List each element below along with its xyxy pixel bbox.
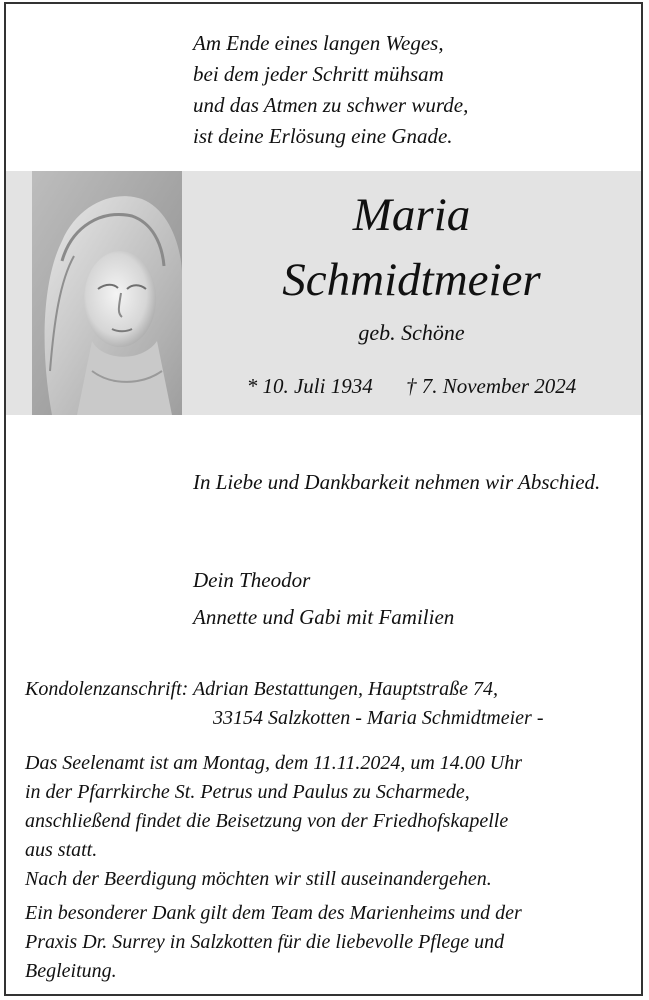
- signature-line: Annette und Gabi mit Familien: [193, 605, 455, 629]
- thanks-line: Praxis Dr. Surrey in Salzkotten für die liebevolle Pflege und: [25, 931, 505, 953]
- poem-line: bei dem jeder Schritt mühsam: [193, 62, 444, 86]
- service-line: Nach der Beerdigung möchten wir still auseinandergehen.: [25, 868, 492, 890]
- death-date: † 7. November 2024: [405, 374, 577, 398]
- condolence-address: [25, 675, 544, 733]
- deceased-first-name: Maria: [352, 189, 471, 241]
- poem-line: und das Atmen zu schwer wurde,: [193, 93, 469, 117]
- signatures: [193, 562, 454, 636]
- deceased-last-name: Schmidtmeier: [282, 254, 541, 306]
- thanks-text: [25, 899, 635, 986]
- farewell-text: In Liebe und Dankbarkeit nehmen wir Abschied.: [193, 470, 601, 494]
- madonna-statue-image: [32, 171, 182, 415]
- service-line: aus statt.: [25, 839, 98, 861]
- poem-line: ist deine Erlösung eine Gnade.: [193, 124, 453, 148]
- thanks-line: Begleitung.: [25, 960, 117, 982]
- service-line: in der Pfarrkirche St. Petrus und Paulus zu Scharmede,: [25, 781, 470, 803]
- service-line: Das Seelenamt ist am Montag, dem 11.11.2024, um 14.00 Uhr: [25, 752, 522, 774]
- thanks-line: Ein besonderer Dank gilt dem Team des Marienheims und der: [25, 902, 522, 924]
- poem: [193, 28, 468, 152]
- life-dates: [182, 371, 641, 401]
- signature-line: Dein Theodor: [193, 568, 311, 592]
- service-line: anschließend findet die Beisetzung von der Friedhofskapelle: [25, 810, 509, 832]
- condolence-line: Kondolenzanschrift: Adrian Bestattungen, Hauptstraße 74,: [25, 678, 498, 700]
- condolence-line: 33154 Salzkotten - Maria Schmidtmeier -: [213, 707, 544, 729]
- maiden-name: geb. Schöne: [358, 320, 465, 345]
- poem-line: Am Ende eines langen Weges,: [193, 31, 444, 55]
- service-info: [25, 749, 635, 894]
- birth-date: * 10. Juli 1934: [246, 374, 373, 398]
